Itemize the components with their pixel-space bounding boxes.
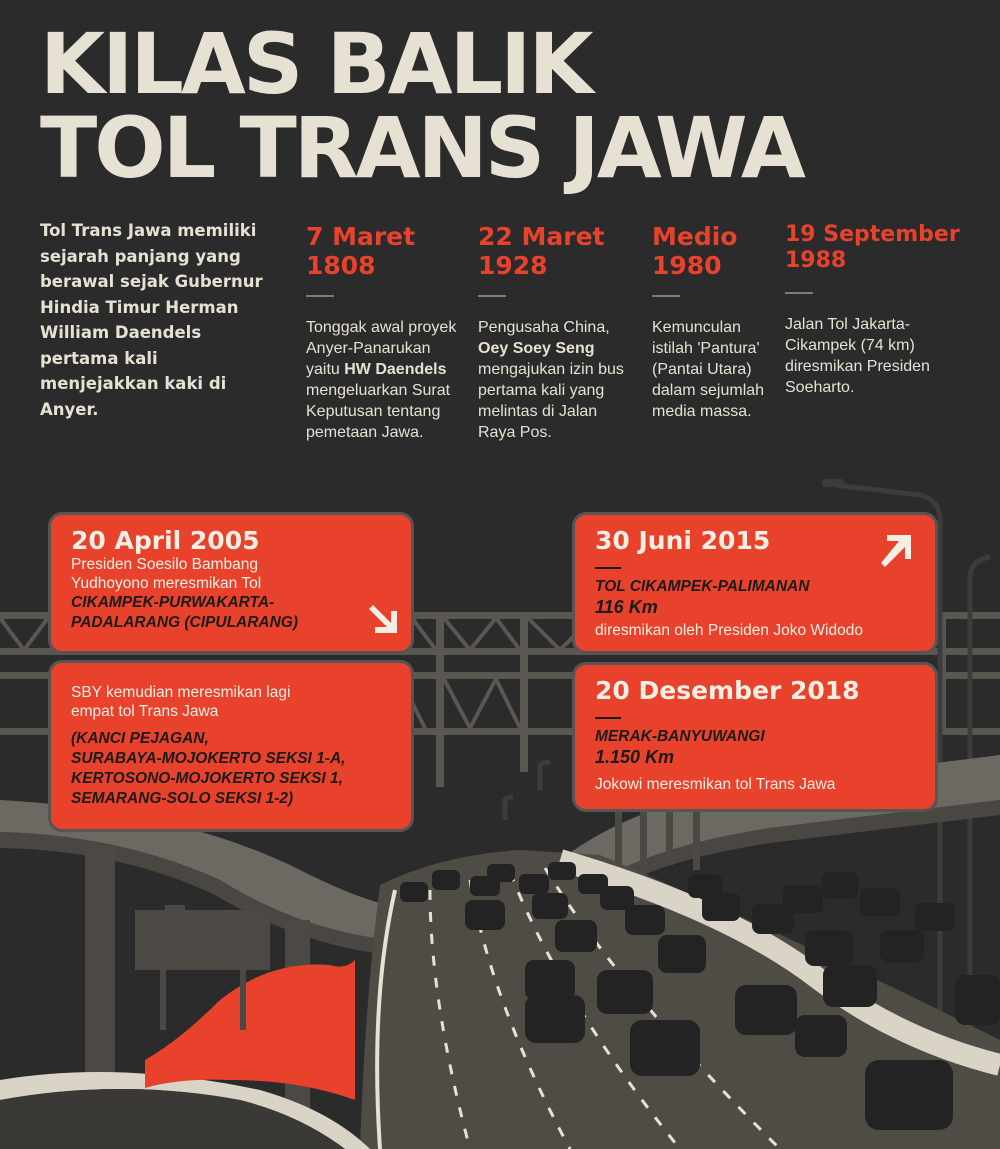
sign-2005 bbox=[48, 512, 414, 654]
timeline-divider bbox=[652, 295, 680, 297]
timeline-divider bbox=[478, 295, 506, 297]
sign-highlight: (KANCI PEJAGAN, SURABAYA-MOJOKERTO SEKSI 1-A, KERTOSONO-MOJOKERTO SEKSI 1, SEMARANG-SOLO SEKSI 1-2) bbox=[71, 730, 346, 807]
timeline-item-1980 bbox=[652, 222, 777, 422]
sign-text: Jokowi meresmikan tol Trans Jawa bbox=[595, 776, 836, 793]
sign-sby bbox=[48, 660, 414, 832]
timeline-description: Tonggak awal proyek Anyer-Panarukan yaitu HW Daendels mengeluarkan Surat Keputusan tentang pemetaan Jawa. bbox=[306, 319, 457, 441]
timeline-description: Kemunculan istilah 'Pantura' (Pantai Utara) dalam sejumlah media massa. bbox=[652, 319, 765, 420]
sign-length: 1.150 Km bbox=[595, 747, 675, 767]
timeline-divider bbox=[306, 295, 334, 297]
sign-text: diresmikan oleh Presiden Joko Widodo bbox=[595, 622, 863, 639]
page-title bbox=[40, 15, 980, 197]
timeline-date: 19 September 1988 bbox=[785, 222, 960, 273]
sign-highlight: CIKAMPEK-PURWAKARTA- PADALARANG (CIPULARANG) bbox=[71, 594, 299, 631]
sign-text: SBY kemudian meresmikan lagi empat tol Trans Jawa bbox=[71, 684, 291, 720]
intro-paragraph: Tol Trans Jawa memiliki sejarah panjang yang berawal sejak Gubernur Hindia Timur Herman William Daendels pertama kali menjejakkan kaki di Anyer. bbox=[40, 221, 263, 419]
sign-2015 bbox=[572, 512, 938, 654]
title-line-2: TOL TRANS JAWA bbox=[40, 99, 803, 197]
sign-highlight: MERAK-BANYUWANGI bbox=[595, 728, 765, 745]
sign-length: 116 Km bbox=[595, 597, 658, 617]
sign-divider bbox=[595, 567, 621, 569]
sign-highlight: TOL CIKAMPEK-PALIMANAN bbox=[595, 578, 810, 595]
timeline-item-1808 bbox=[306, 222, 466, 443]
sign-text: Presiden Soesilo Bambang Yudhoyono meresmikan Tol bbox=[71, 556, 262, 592]
sign-divider bbox=[595, 717, 621, 719]
timeline-date: 7 Maret 1808 bbox=[306, 222, 416, 280]
timeline-item-1928 bbox=[478, 222, 638, 443]
sign-date: 30 Juni 2015 bbox=[595, 526, 771, 555]
timeline-date: Medio 1980 bbox=[652, 222, 738, 280]
title-line-1: KILAS BALIK bbox=[40, 15, 591, 113]
sign-date: 20 April 2005 bbox=[71, 526, 260, 555]
timeline-date: 22 Maret 1928 bbox=[478, 222, 605, 280]
sign-2018 bbox=[572, 662, 938, 812]
timeline-description: Jalan Tol Jakarta-Cikampek (74 km) diresmikan Presiden Soeharto. bbox=[785, 316, 930, 396]
arrow-down-right-icon bbox=[363, 599, 405, 641]
timeline-divider bbox=[785, 292, 813, 294]
sign-date: 20 Desember 2018 bbox=[595, 676, 860, 705]
arrow-up-right-icon bbox=[875, 527, 921, 573]
timeline-description: Pengusaha China, Oey Soey Seng mengajukan izin bus pertama kali yang melintas di Jalan Raya Pos. bbox=[478, 319, 624, 441]
timeline-item-1988 bbox=[785, 222, 965, 398]
